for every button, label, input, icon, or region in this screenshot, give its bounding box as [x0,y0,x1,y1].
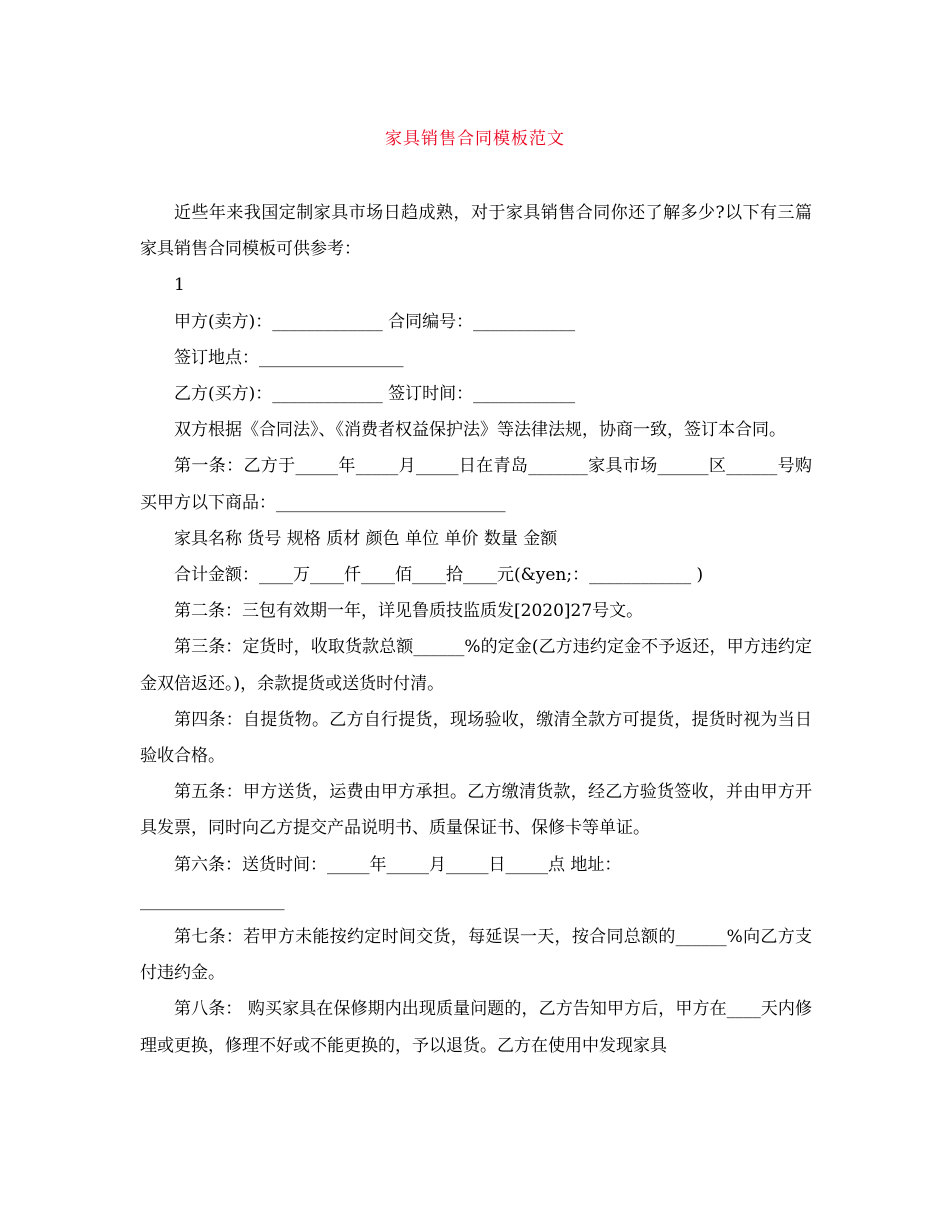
article-8: 第八条： 购买家具在保修期内出现质量问题的，乙方告知甲方后，甲方在____天内修理或更换，修理不好或不能更换的，予以退货。乙方在使用中发现家具 [140,999,812,1056]
legal-basis-paragraph: 双方根据《合同法》、《消费者权益保护法》等法律法规，协商一致，签订本合同。 [174,420,786,441]
total-amount-line: 合计金额：____万____仟____佰____拾____元(&yen;：____________ ) [174,565,704,586]
document-body [140,195,812,1064]
article-3: 第三条：定货时，收取货款总额______%的定金(乙方违约定金不予返还，甲方违约定金双倍返还。)，余款提货或送货时付清。 [140,637,812,694]
article-5: 第五条：甲方送货，运费由甲方承担。乙方缴清货款，经乙方验货签收，并由甲方开具发票，同时向乙方提交产品说明书、质量保证书、保修卡等单证。 [140,782,812,839]
article-4: 第四条：自提货物。乙方自行提货，现场验收，缴清全款方可提货，提货时视为当日验收合格。 [140,709,812,767]
party-b-line: 乙方(买方)：_____________ 签订时间：____________ [174,384,576,405]
article-1: 第一条：乙方于_____年_____月_____日在青岛_______家具市场______区______号购买甲方以下商品：___________________________ [140,456,812,513]
article-2: 第二条：三包有效期一年，详见鲁质技监质发[2020]27号文。 [174,601,644,622]
party-a-line: 甲方(卖方)：_____________ 合同编号：____________ [174,311,576,332]
document-title: 家具销售合同模板范文 [385,129,565,149]
section-number: 1 [174,275,185,296]
address-blank-line: _________________ [140,890,285,911]
intro-paragraph: 近些年来我国定制家具市场日趋成熟，对于家具销售合同你还了解多少?以下有三篇家具销售合同模板可供参考： [140,203,812,260]
article-7: 第七条：若甲方未能按约定时间交货，每延误一天，按合同总额的______%向乙方支付违约金。 [140,927,812,984]
signing-place-line: 签订地点：_________________ [174,347,404,368]
article-6: 第六条：送货时间：_____年_____月_____日_____点 地址： [174,854,622,875]
goods-table-header: 家具名称 货号 规格 质材 颜色 单位 单价 数量 金额 [174,528,558,549]
